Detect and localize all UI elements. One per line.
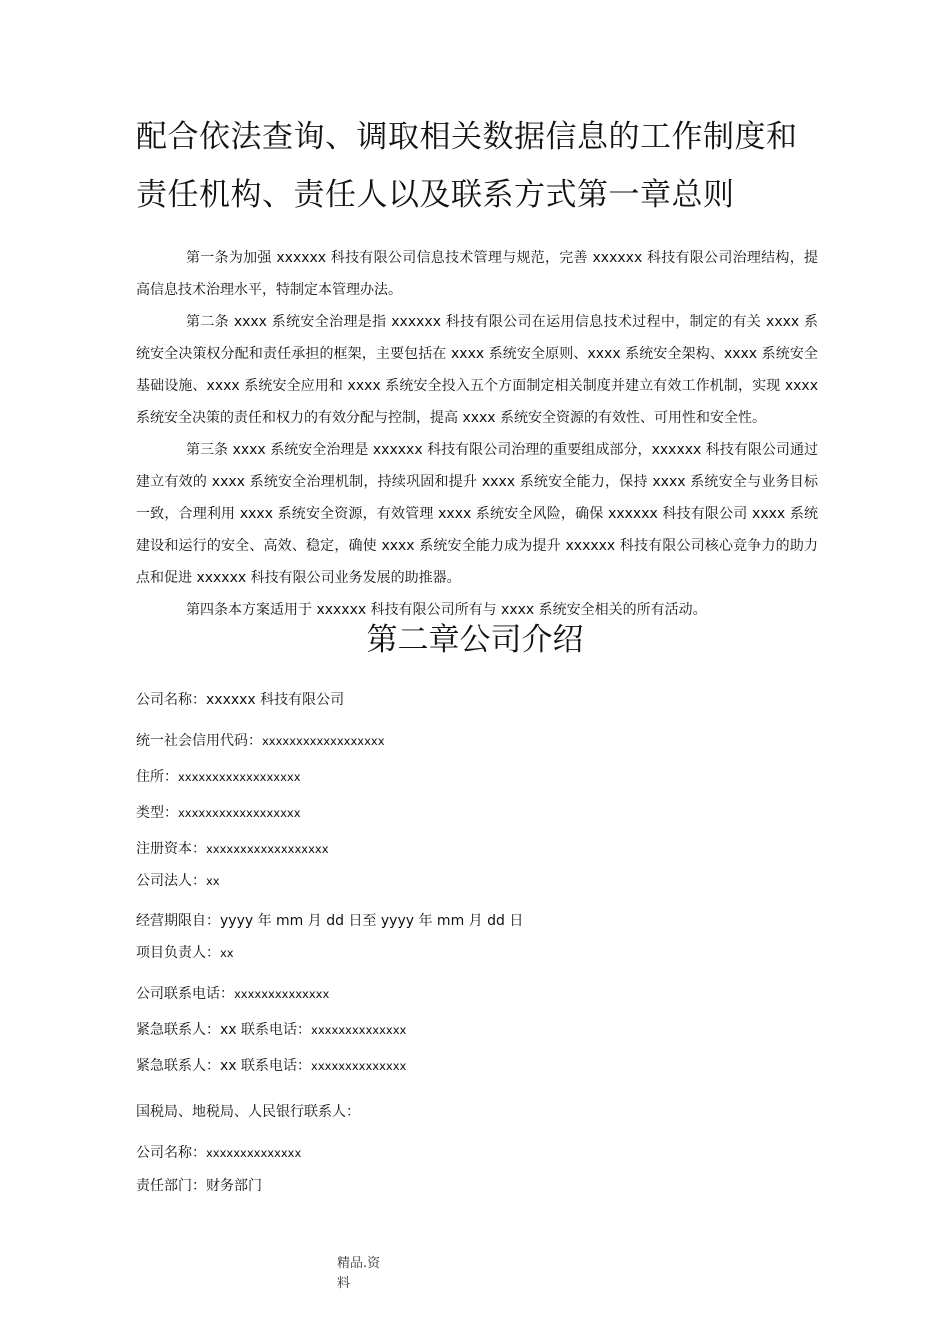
- emergency-contact-1-value: xxxxxxxxxxxxxx: [311, 1023, 407, 1037]
- type-line: [136, 803, 301, 823]
- credit-code-value: xxxxxxxxxxxxxxxxxx: [262, 734, 385, 748]
- chapter1-body: [136, 242, 818, 626]
- emergency-contact-2-label: 紧急联系人：xx 联系电话：: [136, 1058, 312, 1074]
- type-label: 类型：: [136, 805, 178, 821]
- document-title: 配合依法查询、调取相关数据信息的工作制度和责任机构、责任人以及联系方式第一章总则: [136, 119, 798, 213]
- page-footer: 精品.资料: [337, 1256, 381, 1291]
- address-label: 住所：: [136, 769, 178, 785]
- chapter2-title: 第二章公司介绍: [366, 622, 584, 658]
- article-4: 第四条本方案适用于 xxxxxx 科技有限公司所有与 xxxx 系统安全相关的所有活动。: [186, 602, 707, 618]
- emergency-contact-1-label: 紧急联系人：xx 联系电话：: [136, 1022, 312, 1038]
- company-name-value: xxxxxx 科技有限公司: [206, 692, 345, 708]
- article-1: 第一条为加强 xxxxxx 科技有限公司信息技术管理与规范，完善 xxxxxx 科技有限公司治理结构，提高信息技术治理水平，特制定本管理办法。: [136, 250, 818, 298]
- business-period-value: yyyy 年 mm 月 dd 日至 yyyy 年 mm 月 dd 日: [220, 913, 524, 929]
- responsible-dept-label: 责任部门：: [136, 1178, 206, 1194]
- company-phone-label: 公司联系电话：: [136, 986, 234, 1002]
- responsible-dept-line: [136, 1176, 262, 1196]
- address-line: [136, 767, 301, 787]
- business-period-label: 经营期限自：: [136, 913, 220, 929]
- tax-company-name-line: [136, 1143, 301, 1163]
- company-name-label: 公司名称：: [136, 692, 206, 708]
- tax-contact-heading: 国税局、地税局、人民银行联系人：: [136, 1104, 360, 1120]
- legal-person-label: 公司法人：: [136, 873, 206, 889]
- emergency-contact-2-line: [136, 1056, 406, 1076]
- credit-code-line: [136, 731, 385, 751]
- legal-person-value: xx: [206, 874, 220, 888]
- tax-company-name-value: xxxxxxxxxxxxxx: [206, 1146, 302, 1160]
- company-name-line: [136, 690, 344, 710]
- company-phone-line: [136, 984, 329, 1004]
- project-manager-label: 项目负责人：: [136, 945, 220, 961]
- responsible-dept-value: 财务部门: [206, 1178, 262, 1194]
- article-3: 第三条 xxxx 系统安全治理是 xxxxxx 科技有限公司治理的重要组成部分，xxxxxx 科技有限公司通过建立有效的 xxxx 系统安全治理机制，持续巩固和提升 xxxx 系统安全能力，保持 xxxx 系统安全与业务目标一致，合理利用 xxxx 系统安全资源，有效管理 xxxx 系统安全风险，确保 xxxxxx 科技有限公司 xxxx 系统建设和运行的安全、高效、稳定，确使 xxxx 系统安全能力成为提升 xxxxxx 科技有限公司核心竞争力的助力点和促进 xxxxxx 科技有限公司业务发展的助推器。: [136, 442, 818, 586]
- business-period-line: [136, 911, 523, 931]
- project-manager-value: xx: [220, 946, 234, 960]
- capital-value: xxxxxxxxxxxxxxxxxx: [206, 842, 329, 856]
- legal-person-line: [136, 871, 220, 891]
- credit-code-label: 统一社会信用代码：: [136, 733, 262, 749]
- tax-company-name-label: 公司名称：: [136, 1145, 206, 1161]
- address-value: xxxxxxxxxxxxxxxxxx: [178, 770, 301, 784]
- project-manager-line: [136, 943, 234, 963]
- capital-label: 注册资本：: [136, 841, 206, 857]
- emergency-contact-2-value: xxxxxxxxxxxxxx: [311, 1059, 407, 1073]
- company-phone-value: xxxxxxxxxxxxxx: [234, 987, 330, 1001]
- capital-line: [136, 839, 329, 859]
- article-2: 第二条 xxxx 系统安全治理是指 xxxxxx 科技有限公司在运用信息技术过程中，制定的有关 xxxx 系统安全决策权分配和责任承担的框架，主要包括在 xxxx 系统安全原则、xxxx 系统安全架构、xxxx 系统安全基础设施、xxxx 系统安全应用和 xxxx 系统安全投入五个方面制定相关制度并建立有效工作机制，实现 xxxx 系统安全决策的责任和权力的有效分配与控制，提高 xxxx 系统安全资源的有效性、可用性和安全性。: [136, 314, 818, 426]
- emergency-contact-1-line: [136, 1020, 406, 1040]
- type-value: xxxxxxxxxxxxxxxxxx: [178, 806, 301, 820]
